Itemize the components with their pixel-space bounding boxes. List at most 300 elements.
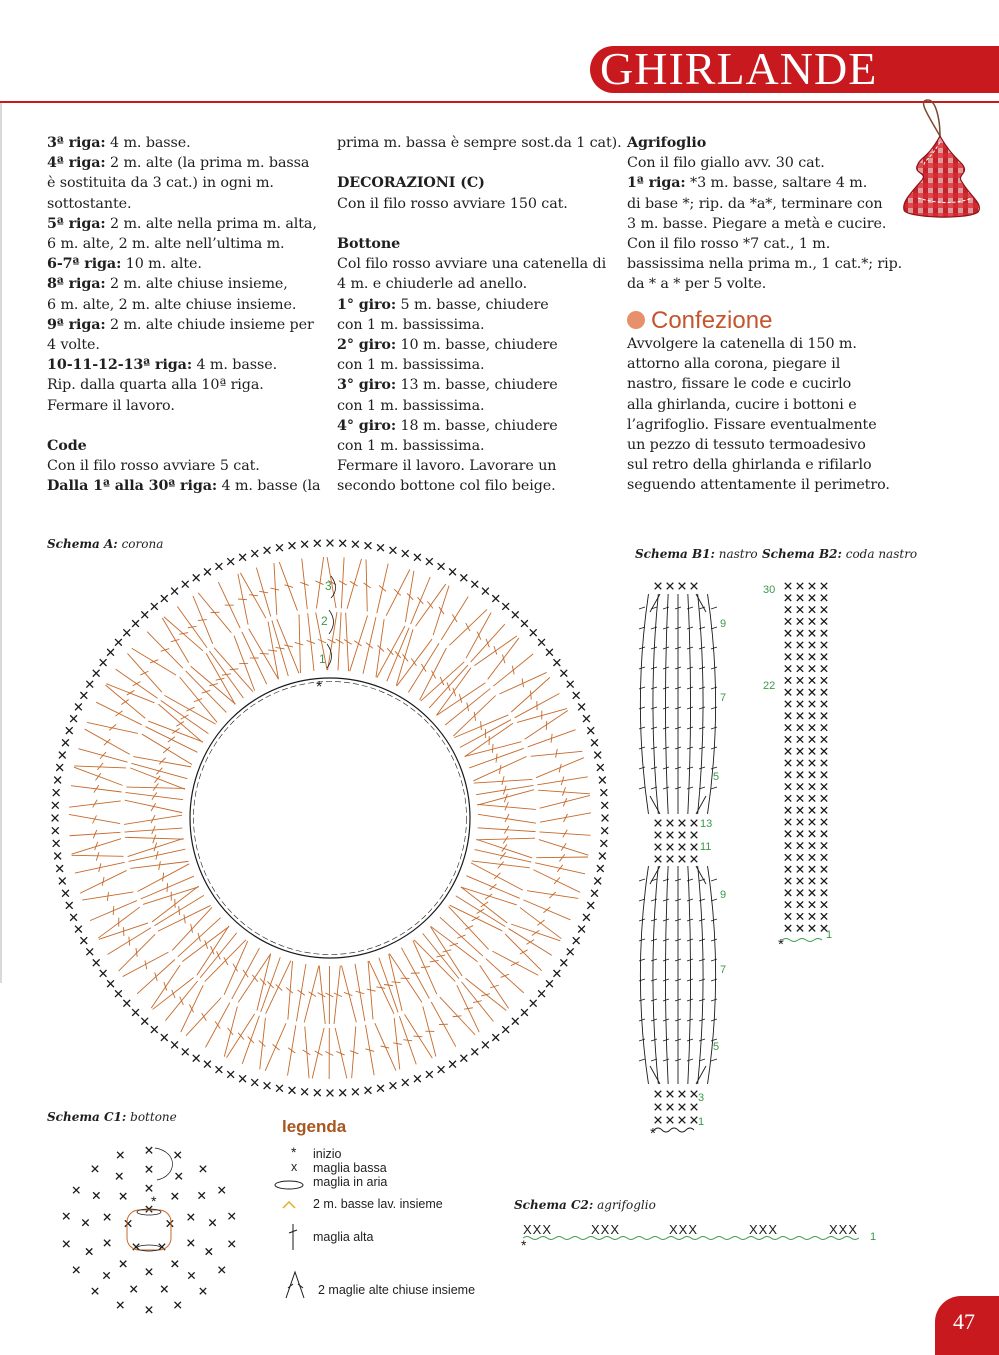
single-crochet-mark — [809, 795, 815, 801]
single-crochet-mark — [251, 1079, 258, 1086]
double-crochet-bar — [546, 721, 547, 730]
single-crochet-mark — [172, 1193, 178, 1199]
single-crochet-mark — [546, 649, 553, 656]
double-crochet-bar — [392, 982, 401, 983]
single-crochet-mark — [93, 959, 100, 966]
single-crochet-mark — [301, 541, 308, 548]
single-crochet-mark — [809, 677, 815, 683]
row-number: 1 — [698, 1116, 705, 1128]
single-crochet-mark — [821, 866, 827, 872]
single-crochet-mark — [276, 1085, 283, 1092]
text-line: 6-7ª riga: 10 m. alte. — [47, 256, 202, 273]
text-line: Rip. dalla quarta alla 10ª riga. — [47, 377, 264, 394]
single-crochet-mark — [599, 777, 606, 784]
double-crochet-bar — [711, 1059, 717, 1061]
single-crochet-mark — [86, 948, 93, 955]
legend-maglia-bassa: maglia bassa — [313, 1161, 387, 1175]
double-crochet-bar — [651, 959, 657, 961]
text-line: Fermare il lavoro. Lavorare un — [337, 458, 557, 475]
double-crochet-bar — [639, 707, 645, 709]
single-crochet-mark — [229, 1213, 235, 1219]
double-crochet-bar — [395, 651, 401, 658]
single-crochet-mark — [797, 630, 803, 636]
single-crochet-mark — [797, 890, 803, 896]
double-crochet-column — [665, 866, 668, 1084]
instructions-column-2 — [337, 133, 622, 497]
page-edge-line — [0, 103, 2, 983]
text-line: di base *; rip. da *a*, terminare con — [627, 195, 883, 212]
page-number: 47 — [953, 1309, 975, 1334]
double-crochet-bar — [663, 627, 669, 629]
double-crochet-bar — [413, 1036, 422, 1037]
single-crochet-mark — [785, 724, 791, 730]
single-crochet-mark — [821, 901, 827, 907]
single-crochet-mark — [188, 1240, 194, 1246]
row-number: 3 — [325, 579, 332, 593]
start-marker: * — [151, 1193, 157, 1209]
single-crochet-mark — [578, 704, 585, 711]
single-crochet-mark — [821, 913, 827, 919]
single-crochet-mark — [66, 727, 73, 734]
single-crochet-mark — [679, 1104, 686, 1111]
single-crochet-mark — [204, 568, 211, 575]
double-crochet-bar — [711, 727, 717, 729]
double-crochet-bar — [711, 667, 717, 669]
legend-title: legenda — [282, 1117, 347, 1136]
single-crochet-mark — [667, 583, 674, 590]
single-crochet-mark — [117, 1302, 123, 1308]
text-line: attorno alla corona, piegare il — [627, 356, 841, 373]
single-crochet-mark — [591, 739, 598, 746]
single-crochet-mark — [560, 959, 567, 966]
single-crochet-mark — [73, 1267, 79, 1273]
single-crochet-mark — [809, 925, 815, 931]
double-crochet-bar — [328, 639, 336, 643]
single-crochet-mark — [667, 856, 674, 863]
single-crochet-mark — [691, 844, 698, 851]
single-crochet-mark — [591, 890, 598, 897]
double-crochet-bar — [161, 649, 170, 652]
single-crochet-mark — [655, 583, 662, 590]
double-crochet-bar — [163, 873, 164, 882]
confezione-text — [627, 334, 917, 496]
single-crochet-mark — [521, 1009, 528, 1016]
double-crochet-bar — [639, 687, 645, 689]
single-crochet-mark — [352, 541, 359, 548]
double-crochet-bar — [198, 933, 200, 942]
single-crochet-mark — [482, 588, 489, 595]
row-number: 1 — [319, 652, 326, 666]
text-line: con 1 m. bassissima. — [337, 316, 485, 333]
single-crochet-mark — [797, 713, 803, 719]
text-line: bassissima nella prima m., 1 cat.*; rip. — [627, 256, 903, 273]
single-crochet-mark — [402, 1079, 409, 1086]
single-crochet-mark — [797, 901, 803, 907]
text-line: 2° giro: 10 m. basse, chiudere — [337, 337, 558, 353]
single-crochet-mark — [797, 642, 803, 648]
double-crochet-bar — [481, 902, 488, 907]
double-crochet-bar — [663, 899, 669, 901]
single-crochet-mark — [107, 980, 114, 987]
single-crochet-mark — [785, 760, 791, 766]
row-number: 7 — [720, 964, 727, 976]
double-crochet-bar — [639, 1059, 645, 1061]
single-crochet-mark — [59, 878, 66, 885]
schema-b2-caption: Schema B2: coda nastro — [762, 547, 918, 561]
single-crochet-mark — [785, 736, 791, 742]
text-line: sottostante. — [47, 195, 132, 212]
single-crochet-mark — [120, 1193, 126, 1199]
single-crochet-mark — [667, 1104, 674, 1111]
single-crochet-mark — [146, 1166, 152, 1172]
single-crochet-mark — [785, 783, 791, 789]
single-crochet-mark — [797, 618, 803, 624]
text-line: un pezzo di tessuto termoadesivo — [627, 437, 866, 454]
text-line: 4ª riga: 2 m. alte (la prima m. bassa — [47, 155, 310, 172]
single-crochet-mark — [53, 789, 60, 796]
single-crochet-mark — [785, 595, 791, 601]
double-crochet-bar — [238, 599, 247, 600]
single-crochet-mark — [161, 1034, 168, 1041]
single-crochet-mark — [167, 1220, 173, 1226]
double-crochet-bar — [447, 682, 450, 690]
single-crochet-mark — [785, 618, 791, 624]
double-crochet-bar — [711, 707, 717, 709]
single-crochet-mark — [63, 1241, 69, 1247]
single-crochet-mark — [679, 832, 686, 839]
single-crochet-mark — [146, 1147, 152, 1153]
text-line: 9ª riga: 2 m. alte chiude insieme per — [47, 316, 314, 333]
single-crochet-mark — [239, 554, 246, 561]
double-crochet-bar — [344, 640, 352, 645]
double-crochet-bar — [421, 967, 430, 968]
single-crochet-mark — [538, 639, 545, 646]
schema-a-caption: Schema A: corona — [47, 537, 164, 551]
single-crochet-mark — [821, 583, 827, 589]
single-crochet-mark — [785, 854, 791, 860]
single-crochet-mark — [797, 606, 803, 612]
legend-symbols — [272, 1178, 312, 1308]
double-crochet-bar — [252, 975, 258, 982]
single-crochet-mark — [251, 550, 258, 557]
single-crochet-mark — [583, 914, 590, 921]
single-crochet-mark — [785, 795, 791, 801]
single-crochet-mark — [482, 1041, 489, 1048]
single-crochet-mark — [797, 724, 803, 730]
single-crochet-mark — [193, 1055, 200, 1062]
single-crochet-mark — [797, 842, 803, 848]
row-number: 9 — [720, 618, 727, 630]
row-number: 11 — [700, 841, 712, 853]
double-crochet-bar — [499, 765, 501, 774]
double-crochet-bar — [651, 667, 657, 669]
single-crochet-mark — [52, 827, 59, 834]
single-crochet-mark — [289, 1087, 296, 1094]
row-number: 1 — [870, 1231, 877, 1243]
decrease-stitch-icon — [283, 1202, 295, 1208]
single-crochet-mark — [809, 842, 815, 848]
single-crochet-mark — [553, 970, 560, 977]
single-crochet-mark — [809, 772, 815, 778]
double-crochet-bar — [651, 707, 657, 709]
double-crochet-bar — [260, 653, 269, 654]
double-crochet-bar — [699, 627, 705, 629]
single-crochet-mark — [667, 832, 674, 839]
single-crochet-mark — [471, 1048, 478, 1055]
double-crochet-bar — [687, 879, 693, 881]
single-crochet-mark — [200, 1166, 206, 1172]
row-number: 13 — [700, 818, 713, 830]
single-crochet-mark — [352, 1088, 359, 1095]
text-line: Dalla 1ª alla 30ª riga: 4 m. basse (la — [47, 478, 321, 495]
single-crochet-mark — [460, 1055, 467, 1062]
double-crochet-bar — [651, 939, 657, 941]
text-line: Col filo rosso avviare una catenella di — [337, 256, 607, 273]
double-crochet-bar — [155, 972, 157, 981]
single-crochet-mark — [797, 654, 803, 660]
single-crochet-mark — [809, 890, 815, 896]
schema-a-wreath-chart — [45, 530, 615, 1100]
single-crochet-mark — [414, 1075, 421, 1082]
single-crochet-mark — [785, 713, 791, 719]
single-crochet-mark — [56, 865, 63, 872]
double-crochet-bar — [267, 981, 273, 987]
double-crochet-bar — [639, 1039, 645, 1041]
row-number: 7 — [720, 692, 727, 704]
single-crochet-mark — [691, 583, 698, 590]
single-crochet-mark — [785, 689, 791, 695]
single-crochet-mark — [93, 670, 100, 677]
single-crochet-mark — [198, 1192, 204, 1198]
single-crochet-mark — [797, 831, 803, 837]
single-crochet-mark — [821, 842, 827, 848]
double-crochet-bar — [364, 583, 371, 588]
double-crochet-bar — [651, 899, 657, 901]
single-crochet-mark — [602, 815, 609, 822]
single-crochet-mark — [785, 701, 791, 707]
single-crochet-mark — [785, 807, 791, 813]
single-crochet-mark — [123, 1000, 130, 1007]
double-crochet-bar — [107, 892, 108, 901]
single-crochet-mark — [809, 618, 815, 624]
single-crochet-mark — [188, 1272, 194, 1278]
double-crochet-bar — [711, 607, 717, 609]
chain-stitch-icon — [275, 1181, 303, 1189]
single-crochet-mark — [151, 603, 158, 610]
single-crochet-mark — [53, 840, 60, 847]
double-crochet-bar — [472, 917, 480, 921]
single-crochet-mark — [193, 574, 200, 581]
single-crochet-mark — [785, 772, 791, 778]
single-crochet-mark — [785, 890, 791, 896]
double-crochet-bar — [531, 691, 532, 700]
single-crochet-mark — [785, 866, 791, 872]
legend-inizio: inizio — [313, 1147, 342, 1161]
single-crochet-mark — [821, 665, 827, 671]
double-crochet-column — [653, 594, 658, 814]
double-crochet-bar — [284, 645, 293, 647]
single-crochet-mark — [809, 630, 815, 636]
chain-row — [782, 939, 822, 942]
double-crochet-bar — [651, 999, 657, 1001]
legend-maglia-aria: maglia in aria — [313, 1175, 388, 1189]
single-crochet-mark — [161, 1286, 167, 1292]
double-crochet-bar — [271, 588, 280, 590]
single-crochet-mark — [821, 807, 827, 813]
single-crochet-mark — [426, 558, 433, 565]
schema-b2-coda-chart — [760, 575, 850, 955]
single-crochet-mark — [314, 540, 321, 547]
single-crochet-mark — [809, 654, 815, 660]
single-crochet-mark — [301, 1088, 308, 1095]
single-crochet-mark — [438, 563, 445, 570]
single-crochet-mark — [377, 544, 384, 551]
single-crochet-mark — [171, 588, 178, 595]
single-crochet-mark — [809, 807, 815, 813]
double-crochet-bar — [184, 915, 185, 924]
single-crochet-mark — [146, 1307, 152, 1313]
double-crochet-bar — [202, 690, 211, 693]
double-crochet-bar — [496, 754, 497, 763]
double-crochet-bar — [492, 744, 493, 753]
single-crochet-mark — [600, 789, 607, 796]
single-crochet-mark — [62, 739, 69, 746]
single-crochet-mark — [567, 948, 574, 955]
double-crochet-bar — [136, 948, 137, 957]
single-crochet-mark — [70, 715, 77, 722]
single-crochet-mark — [402, 550, 409, 557]
chain-ring — [190, 678, 470, 958]
single-crochet-mark — [327, 1090, 334, 1097]
single-crochet-mark — [209, 1219, 215, 1225]
single-crochet-mark — [175, 1152, 181, 1158]
single-crochet-mark — [667, 844, 674, 851]
double-crochet-bar — [180, 997, 184, 1005]
double-crochet-bar — [687, 687, 693, 689]
single-crochet-mark — [52, 815, 59, 822]
double-crochet-bar — [384, 984, 393, 985]
double-crochet-column — [688, 866, 691, 1084]
single-crochet-mark — [691, 1117, 698, 1124]
double-crochet-bar — [115, 711, 122, 716]
single-crochet-mark — [92, 1166, 98, 1172]
single-crochet-mark — [797, 736, 803, 742]
schema-c1-bottone-chart — [55, 1135, 245, 1320]
double-crochet-bar — [505, 814, 509, 822]
double-crochet-column — [698, 594, 703, 814]
single-crochet-mark — [599, 853, 606, 860]
row-number: 1 — [826, 929, 833, 941]
double-crochet-bar — [711, 939, 717, 941]
single-crochet-mark — [691, 1091, 698, 1098]
single-crochet-group: XXX — [591, 1222, 621, 1237]
single-crochet-mark — [809, 783, 815, 789]
single-crochet-mark — [821, 713, 827, 719]
single-crochet-mark — [797, 854, 803, 860]
single-crochet-mark — [809, 831, 815, 837]
single-crochet-mark — [821, 642, 827, 648]
single-crochet-mark — [821, 689, 827, 695]
single-crochet-mark — [667, 820, 674, 827]
single-crochet-mark — [809, 642, 815, 648]
single-crochet-mark — [821, 618, 827, 624]
double-crochet-bar — [457, 935, 465, 938]
single-crochet-mark — [339, 1089, 346, 1096]
double-crochet-cluster-icon — [286, 1272, 304, 1298]
single-crochet-mark — [809, 901, 815, 907]
single-crochet-mark — [821, 595, 827, 601]
text-line: secondo bottone col filo beige. — [337, 478, 556, 495]
double-crochet-bar — [505, 802, 508, 810]
single-crochet-mark — [785, 831, 791, 837]
double-crochet-bar — [687, 627, 693, 629]
text-line: 1° giro: 5 m. basse, chiudere — [337, 296, 549, 313]
single-crochet-mark — [797, 925, 803, 931]
single-crochet-mark — [797, 689, 803, 695]
double-crochet-bar — [453, 1016, 462, 1017]
single-crochet-mark — [100, 970, 107, 977]
single-crochet-mark — [785, 913, 791, 919]
double-crochet-bar — [129, 937, 130, 946]
double-crochet-bar — [687, 607, 693, 609]
header-rule — [0, 101, 999, 103]
single-crochet-mark — [172, 1261, 178, 1267]
single-crochet-mark — [66, 902, 73, 909]
single-crochet-mark — [107, 649, 114, 656]
single-crochet-mark — [809, 760, 815, 766]
single-crochet-mark — [809, 689, 815, 695]
double-crochet-bar — [100, 752, 106, 759]
double-crochet-bar — [318, 639, 326, 643]
single-crochet-mark — [797, 807, 803, 813]
single-crochet-mark — [175, 1302, 181, 1308]
single-crochet-mark — [785, 925, 791, 931]
single-crochet-mark — [264, 547, 271, 554]
single-crochet-mark — [821, 772, 827, 778]
single-crochet-mark — [821, 654, 827, 660]
single-crochet-group: XXX — [523, 1222, 553, 1237]
schema-c2-agrifoglio-chart — [515, 1218, 885, 1252]
single-crochet-mark — [567, 681, 574, 688]
double-crochet-bar — [639, 879, 645, 881]
single-crochet-mark — [227, 1071, 234, 1078]
double-crochet-bar — [151, 815, 155, 823]
section-heading-agrifoglio: Agrifoglio — [627, 135, 707, 151]
text-line: 8ª riga: 2 m. alte chiuse insieme, — [47, 276, 288, 293]
single-crochet-mark — [130, 1286, 136, 1292]
text-line: Con il filo rosso *7 cat., 1 m. — [627, 236, 831, 253]
double-crochet-bar — [96, 852, 99, 861]
double-crochet-bar — [663, 979, 669, 981]
single-crochet-mark — [785, 901, 791, 907]
double-crochet-bar — [113, 906, 114, 915]
double-crochet-bar — [248, 1037, 254, 1043]
single-crochet-mark — [171, 1041, 178, 1048]
single-crochet-mark — [141, 611, 148, 618]
single-crochet-mark — [809, 878, 815, 884]
single-crochet-mark — [821, 736, 827, 742]
single-crochet-mark — [100, 659, 107, 666]
single-crochet-mark — [521, 620, 528, 627]
single-crochet-mark — [821, 831, 827, 837]
start-marker: * — [521, 1237, 527, 1252]
double-crochet-bar — [411, 658, 416, 665]
single-crochet-mark — [141, 1018, 148, 1025]
single-crochet-mark — [120, 1261, 126, 1267]
single-crochet-mark — [691, 856, 698, 863]
double-crochet-bar — [501, 974, 509, 977]
single-crochet-mark — [821, 760, 827, 766]
